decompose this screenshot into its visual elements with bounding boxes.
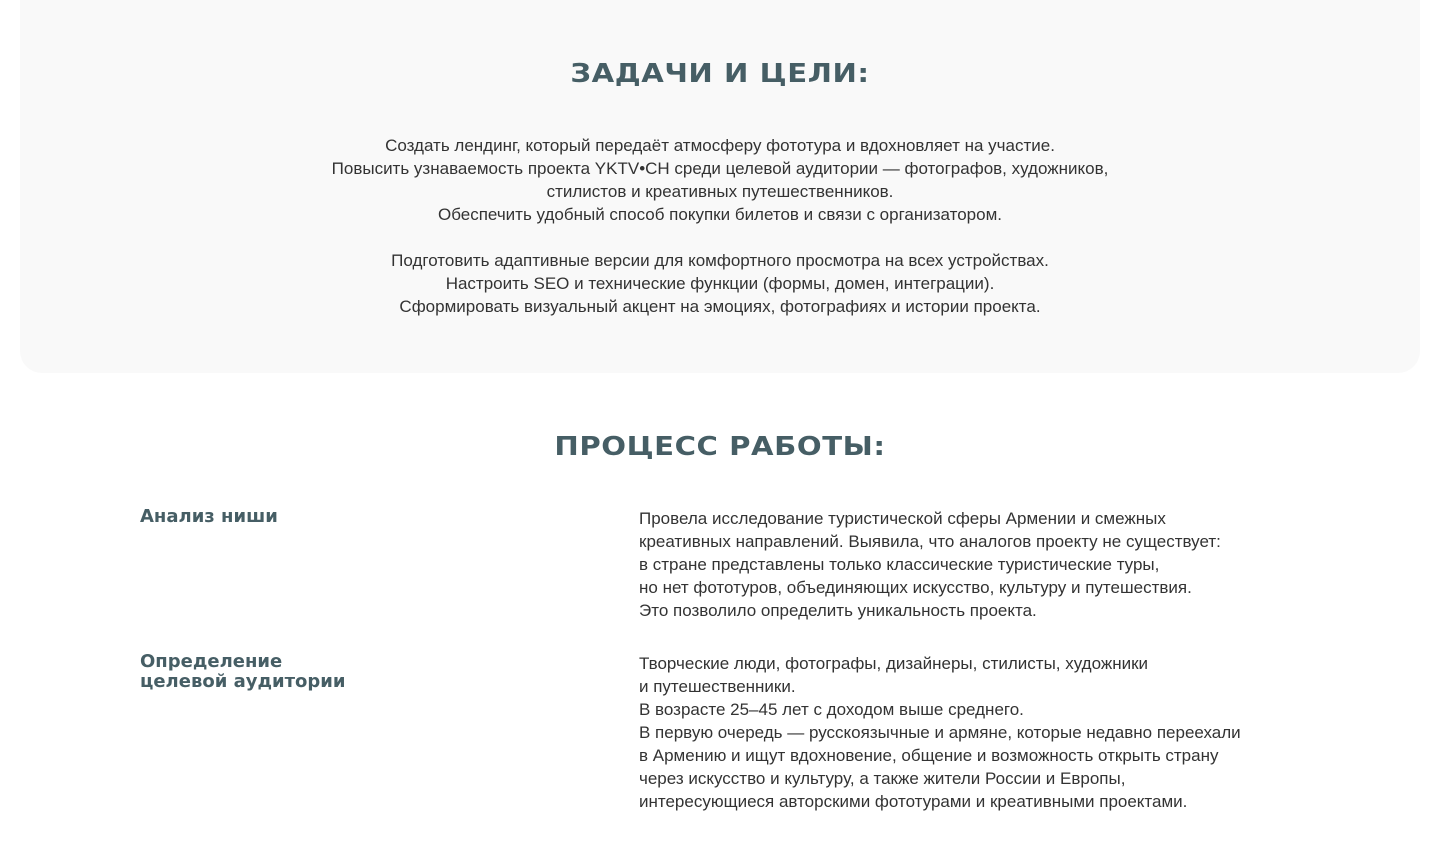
step-description-line: и путешественники. [639, 677, 796, 696]
goal-item: Создать лендинг, который передаёт атмосферу фототура и вдохновляет на участие. [385, 136, 1055, 155]
goals-list-secondary [0, 249, 1440, 318]
step-title-line: Анализ ниши [140, 506, 278, 527]
step-description [639, 507, 1221, 622]
step-description-line: через искусство и культуру, а также жители России и Европы, [639, 769, 1126, 788]
step-description-line: но нет фототуров, объединяющих искусство, культуру и путешествия. [639, 578, 1192, 597]
goal-item: Настроить SEO и технические функции (формы, домен, интеграции). [445, 274, 995, 293]
goals-list-primary [0, 134, 1440, 226]
step-description-line: в Армению и ищут вдохновение, общение и возможность открыть страну [639, 746, 1219, 765]
step-description-line: В первую очередь — русскоязычные и армяне, которые недавно переехали [639, 723, 1241, 742]
process-title: ПРОЦЕСС РАБОТЫ: [554, 432, 886, 462]
goal-item: Подготовить адаптивные версии для комфортного просмотра на всех устройствах. [391, 251, 1049, 270]
step-description-line: интересующиеся авторскими фототурами и креативными проектами. [639, 792, 1188, 811]
goal-item: стилистов и креативных путешественников. [546, 182, 894, 201]
goal-item: Повысить узнаваемость проекта YKTV•CH среди целевой аудитории — фотографов, художников, [331, 159, 1109, 178]
goal-item: Обеспечить удобный способ покупки билетов и связи с организатором. [438, 205, 1002, 224]
step-description-line: креативных направлений. Выявила, что аналогов проекту не существует: [639, 532, 1221, 551]
step-description-line: Это позволило определить уникальность проекта. [639, 601, 1037, 620]
step-title-line: Определение [140, 651, 283, 672]
goal-item: Сформировать визуальный акцент на эмоциях, фотографиях и истории проекта. [399, 297, 1041, 316]
step-title [140, 507, 278, 527]
step-description-line: В возрасте 25–45 лет с доходом выше среднего. [639, 700, 1024, 719]
goals-title: ЗАДАЧИ И ЦЕЛИ: [570, 59, 870, 89]
step-title [140, 652, 346, 692]
step-description-line: Провела исследование туристической сферы Армении и смежных [639, 509, 1166, 528]
step-description [639, 652, 1241, 813]
step-title-line: целевой аудитории [140, 671, 346, 692]
step-description-line: Творческие люди, фотографы, дизайнеры, стилисты, художники [639, 654, 1149, 673]
step-description-line: в стране представлены только классические туристические туры, [639, 555, 1160, 574]
